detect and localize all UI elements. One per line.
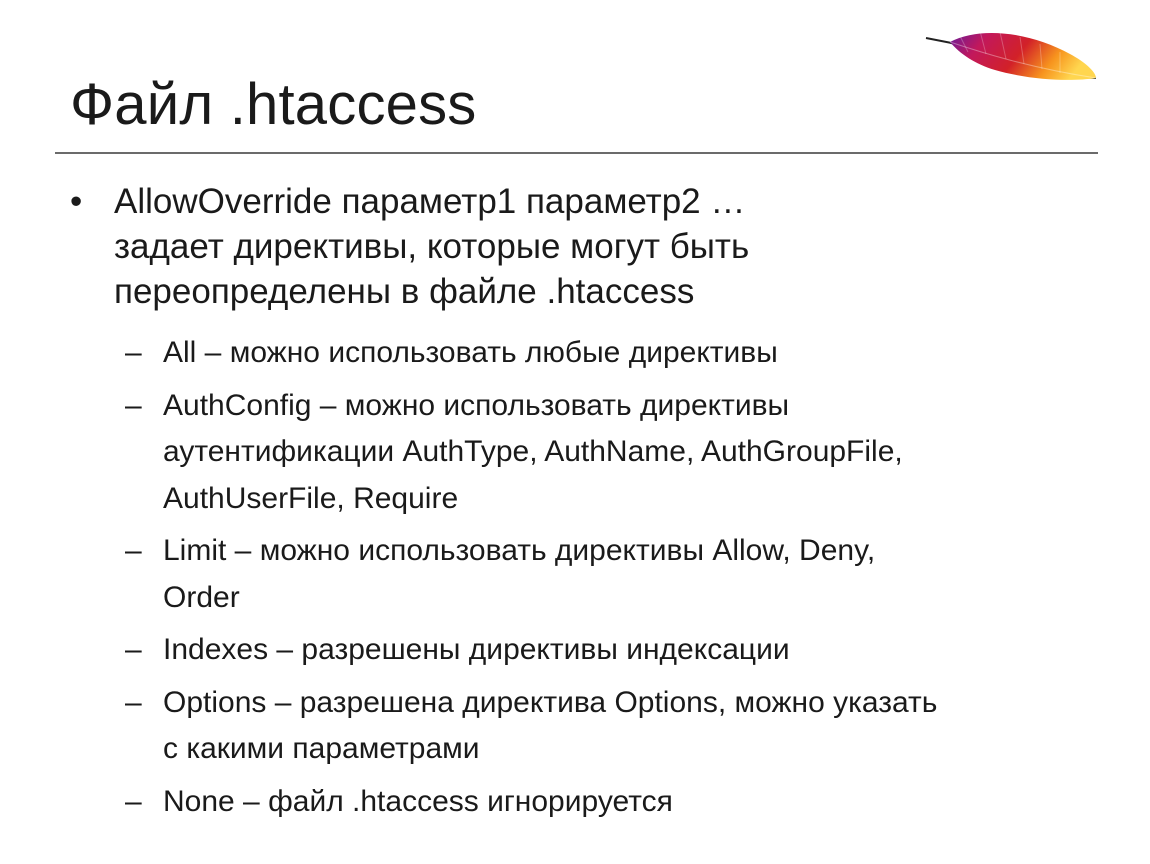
title-divider — [55, 152, 1098, 154]
sub-bullet-list — [70, 330, 1130, 825]
main-bullet-text: AllowOverride параметр1 параметр2 … задает директивы, которые могут быть переопределены в файле .htaccess — [114, 182, 750, 311]
sub-bullet-authconfig — [125, 383, 1130, 523]
bullet-marker: • — [70, 182, 83, 221]
sub-bullet-text: Indexes – разрешены директивы индексации — [163, 633, 790, 667]
dash-marker: – — [125, 336, 142, 370]
main-bullet — [70, 180, 1130, 314]
sub-bullet-text: None – файл .htaccess игнорируется — [163, 784, 673, 818]
sub-bullet-options — [125, 680, 1130, 773]
dash-marker: – — [125, 388, 142, 422]
sub-bullet-text: All – можно использовать любые директивы — [163, 336, 778, 370]
sub-bullet-none — [125, 779, 1130, 826]
apache-feather-icon — [920, 22, 1102, 92]
sub-bullet-text: AuthConfig – можно использовать директивы аутентификации AuthType, AuthName, AuthGroupFile, AuthUserFile, Require — [163, 388, 903, 515]
sub-bullet-text: Limit – можно использовать директивы Allow, Deny, Order — [163, 534, 876, 614]
sub-bullet-indexes — [125, 627, 1130, 674]
sub-bullet-limit — [125, 528, 1130, 621]
dash-marker: – — [125, 534, 142, 568]
dash-marker: – — [125, 633, 142, 667]
slide-title: Файл .htaccess — [70, 72, 477, 137]
sub-bullet-all — [125, 330, 1130, 377]
dash-marker: – — [125, 685, 142, 719]
dash-marker: – — [125, 784, 142, 818]
sub-bullet-text: Options – разрешена директива Options, можно указать с какими параметрами — [163, 685, 938, 766]
slide-body — [70, 180, 1130, 831]
